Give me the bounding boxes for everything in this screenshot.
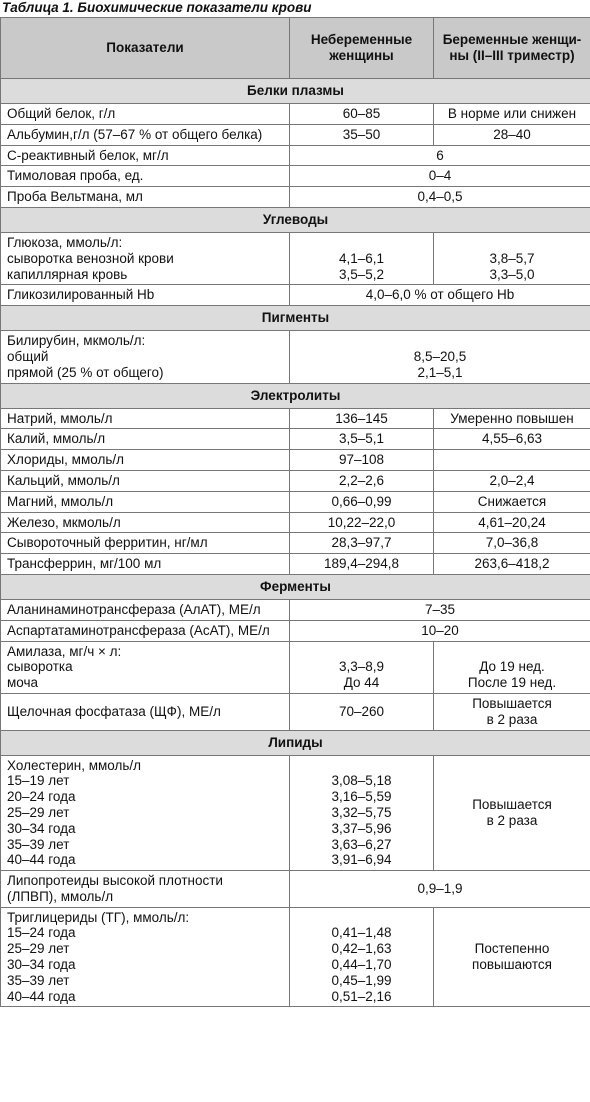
pregnant-value: В норме или снижен	[434, 104, 590, 125]
header-pregnant: Беременные женщи-ны (II–III триместр)	[434, 18, 590, 79]
merged-value: 8,5–20,5 2,1–5,1	[290, 331, 590, 383]
indicator-name: Общий белок, г/л	[1, 104, 290, 125]
section-title: Пигменты	[1, 306, 590, 331]
pregnant-value: Повышается в 2 раза	[434, 755, 590, 871]
nonpregnant-value: 3,3–8,9 До 44	[290, 641, 434, 693]
section-title: Электролиты	[1, 383, 590, 408]
pregnant-value: 3,8–5,7 3,3–5,0	[434, 232, 590, 284]
table-row	[1, 187, 590, 208]
merged-value: 0,4–0,5	[290, 187, 590, 208]
table-row	[1, 124, 590, 145]
indicator-name: Кальций, ммоль/л	[1, 470, 290, 491]
table-body	[1, 79, 590, 1007]
nonpregnant-value: 70–260	[290, 693, 434, 730]
section-title: Углеводы	[1, 207, 590, 232]
pregnant-value: До 19 нед. После 19 нед.	[434, 641, 590, 693]
indicator-name: Тимоловая проба, ед.	[1, 166, 290, 187]
table-row	[1, 331, 590, 383]
indicator-name: С-реактивный белок, мг/л	[1, 145, 290, 166]
table-header	[1, 18, 590, 79]
pregnant-value: Постепенно повышаются	[434, 907, 590, 1007]
pregnant-value	[434, 450, 590, 471]
pregnant-value: 263,6–418,2	[434, 554, 590, 575]
indicator-name: Гликозилированный Hb	[1, 285, 290, 306]
biochemistry-table	[0, 17, 590, 1007]
table-row	[1, 450, 590, 471]
table-row	[1, 429, 590, 450]
indicator-name: Проба Вельтмана, мл	[1, 187, 290, 208]
indicator-name: Сывороточный ферритин, нг/мл	[1, 533, 290, 554]
indicator-name: Аланинаминотрансфераза (АлАТ), МЕ/л	[1, 599, 290, 620]
table-row	[1, 693, 590, 730]
table-row	[1, 871, 590, 908]
section-title: Белки плазмы	[1, 79, 590, 104]
indicator-name: Липопротеиды высокой плотности (ЛПВП), ммоль/л	[1, 871, 290, 908]
pregnant-value: 4,55–6,63	[434, 429, 590, 450]
merged-value: 0,9–1,9	[290, 871, 590, 908]
nonpregnant-value: 136–145	[290, 408, 434, 429]
nonpregnant-value: 35–50	[290, 124, 434, 145]
section-row	[1, 79, 590, 104]
nonpregnant-value: 3,5–5,1	[290, 429, 434, 450]
nonpregnant-value: 28,3–97,7	[290, 533, 434, 554]
section-row	[1, 574, 590, 599]
table-row	[1, 145, 590, 166]
indicator-name: Билирубин, мкмоль/л: общий прямой (25 % от общего)	[1, 331, 290, 383]
section-row	[1, 730, 590, 755]
pregnant-value: 28–40	[434, 124, 590, 145]
pregnant-value: Снижается	[434, 491, 590, 512]
pregnant-value: 7,0–36,8	[434, 533, 590, 554]
indicator-name: Холестерин, ммоль/л 15–19 лет 20–24 года 25–29 лет 30–34 года 35–39 лет 40–44 года	[1, 755, 290, 871]
nonpregnant-value: 189,4–294,8	[290, 554, 434, 575]
table-row	[1, 491, 590, 512]
indicator-name: Натрий, ммоль/л	[1, 408, 290, 429]
nonpregnant-value: 4,1–6,1 3,5–5,2	[290, 232, 434, 284]
section-row	[1, 306, 590, 331]
table-row	[1, 408, 590, 429]
table-row	[1, 641, 590, 693]
indicator-name: Альбумин,г/л (57–67 % от общего белка)	[1, 124, 290, 145]
pregnant-value: 2,0–2,4	[434, 470, 590, 491]
pregnant-value: 4,61–20,24	[434, 512, 590, 533]
nonpregnant-value: 97–108	[290, 450, 434, 471]
indicator-name: Глюкоза, ммоль/л: сыворотка венозной крови капиллярная кровь	[1, 232, 290, 284]
table-row	[1, 620, 590, 641]
nonpregnant-value: 0,41–1,48 0,42–1,63 0,44–1,70 0,45–1,99 0,51–2,16	[290, 907, 434, 1007]
merged-value: 6	[290, 145, 590, 166]
table-row	[1, 907, 590, 1007]
table-row	[1, 232, 590, 284]
table-row	[1, 599, 590, 620]
merged-value: 7–35	[290, 599, 590, 620]
merged-value: 10–20	[290, 620, 590, 641]
pregnant-value: Умеренно повышен	[434, 408, 590, 429]
header-indicators: Показатели	[1, 18, 290, 79]
nonpregnant-value: 3,08–5,18 3,16–5,59 3,32–5,75 3,37–5,96 3,63–6,27 3,91–6,94	[290, 755, 434, 871]
section-row	[1, 207, 590, 232]
table-row	[1, 470, 590, 491]
header-nonpregnant: Небеременные женщины	[290, 18, 434, 79]
section-row	[1, 383, 590, 408]
indicator-name: Аспартатаминотрансфераза (АсАТ), МЕ/л	[1, 620, 290, 641]
indicator-name: Магний, ммоль/л	[1, 491, 290, 512]
table-row	[1, 166, 590, 187]
table-row	[1, 554, 590, 575]
indicator-name: Хлориды, ммоль/л	[1, 450, 290, 471]
table-caption: Таблица 1. Биохимические показатели крови	[2, 0, 312, 15]
pregnant-value: Повышается в 2 раза	[434, 693, 590, 730]
indicator-name: Трансферрин, мг/100 мл	[1, 554, 290, 575]
section-title: Липиды	[1, 730, 590, 755]
indicator-name: Амилаза, мг/ч × л: сыворотка моча	[1, 641, 290, 693]
indicator-name: Щелочная фосфатаза (ЩФ), МЕ/л	[1, 693, 290, 730]
indicator-name: Железо, мкмоль/л	[1, 512, 290, 533]
indicator-name: Калий, ммоль/л	[1, 429, 290, 450]
indicator-name: Триглицериды (ТГ), ммоль/л: 15–24 года 25–29 лет 30–34 года 35–39 лет 40–44 года	[1, 907, 290, 1007]
table-row	[1, 285, 590, 306]
section-title: Ферменты	[1, 574, 590, 599]
table-row	[1, 755, 590, 871]
merged-value: 4,0–6,0 % от общего Hb	[290, 285, 590, 306]
nonpregnant-value: 2,2–2,6	[290, 470, 434, 491]
nonpregnant-value: 60–85	[290, 104, 434, 125]
table-row	[1, 104, 590, 125]
merged-value: 0–4	[290, 166, 590, 187]
table-row	[1, 533, 590, 554]
table-row	[1, 512, 590, 533]
nonpregnant-value: 0,66–0,99	[290, 491, 434, 512]
nonpregnant-value: 10,22–22,0	[290, 512, 434, 533]
